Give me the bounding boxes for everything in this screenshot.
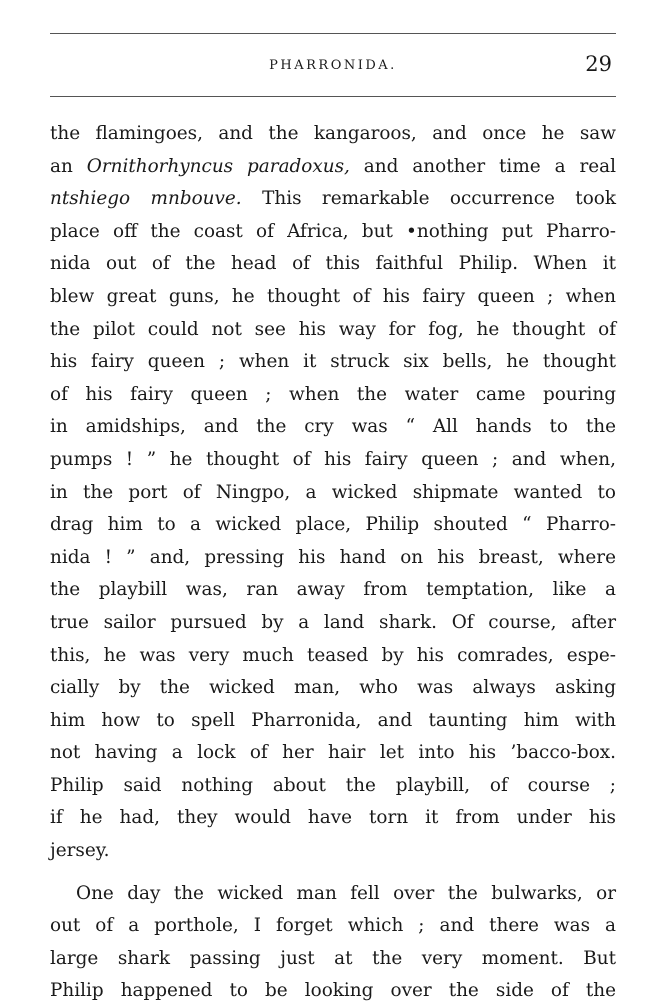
text-line: in amidships, and the cry was “ All hands to the (50, 416, 616, 438)
text-line: true sailor pursued by a land shark. Of course, after (50, 611, 616, 633)
text-line (50, 151, 616, 184)
text-line: nida out of the head of this faithful Philip. When it (50, 253, 616, 275)
text-line: drag him to a wicked place, Philip shouted “ Pharro- (50, 514, 616, 536)
text-line: him how to spell Pharronida, and taunting him with (50, 709, 616, 731)
running-title: PHARRONIDA. (269, 58, 397, 73)
text-line: Philip said nothing about the playbill, of course ; (50, 774, 616, 796)
text-line: One day the wicked man fell over the bulwarks, or (76, 882, 616, 904)
text-line: the pilot could not see his way for fog, he thought of (50, 318, 616, 340)
text-line: his fairy queen ; when it struck six bells, he thought (50, 351, 616, 373)
text-span: This remarkable occurrence took (241, 188, 616, 210)
paragraph-2 (50, 878, 616, 1008)
text-line: the playbill was, ran away from temptation, like a (50, 579, 616, 601)
text-line: jersey. (50, 840, 110, 862)
text-line: not having a lock of her hair let into his ’bacco-box. (50, 742, 616, 764)
text-line: out of a porthole, I forget which ; and there was a (50, 915, 616, 937)
italic-term: Ornithorhyncus paradoxus, (86, 155, 350, 177)
text-span: an (50, 155, 87, 177)
text-line: of his fairy queen ; when the water came pouring (50, 383, 616, 405)
text-line: place off the coast of Africa, but •nothing put Pharro- (50, 220, 616, 242)
text-span: and another time a real (349, 155, 616, 177)
text-line: pumps ! ” he thought of his fairy queen ; and when, (50, 448, 616, 470)
text-line: cially by the wicked man, who was always asking (50, 677, 616, 699)
text-line: this, he was very much teased by his comrades, espe- (50, 644, 616, 666)
text-line: if he had, they would have torn it from under his (50, 807, 616, 829)
text-line: nida ! ” and, pressing his hand on his breast, where (50, 546, 616, 568)
header-top-rule (50, 33, 616, 34)
paragraph-1 (50, 118, 616, 868)
paragraph-gap (50, 868, 616, 878)
page-number: 29 (585, 52, 612, 76)
text-line: blew great guns, he thought of his fairy queen ; when (50, 285, 616, 307)
text-line: Philip happened to be looking over the side of the (50, 980, 616, 1002)
page-body (50, 118, 616, 1008)
text-line: large shark passing just at the very moment. But (50, 947, 616, 969)
italic-term: ntshiego mnbouve. (50, 188, 242, 210)
text-line: the flamingoes, and the kangaroos, and once he saw (50, 123, 616, 144)
header-bottom-rule (50, 96, 616, 97)
text-line (50, 183, 616, 216)
text-line: in the port of Ningpo, a wicked shipmate wanted to (50, 481, 616, 503)
running-header (50, 52, 616, 80)
